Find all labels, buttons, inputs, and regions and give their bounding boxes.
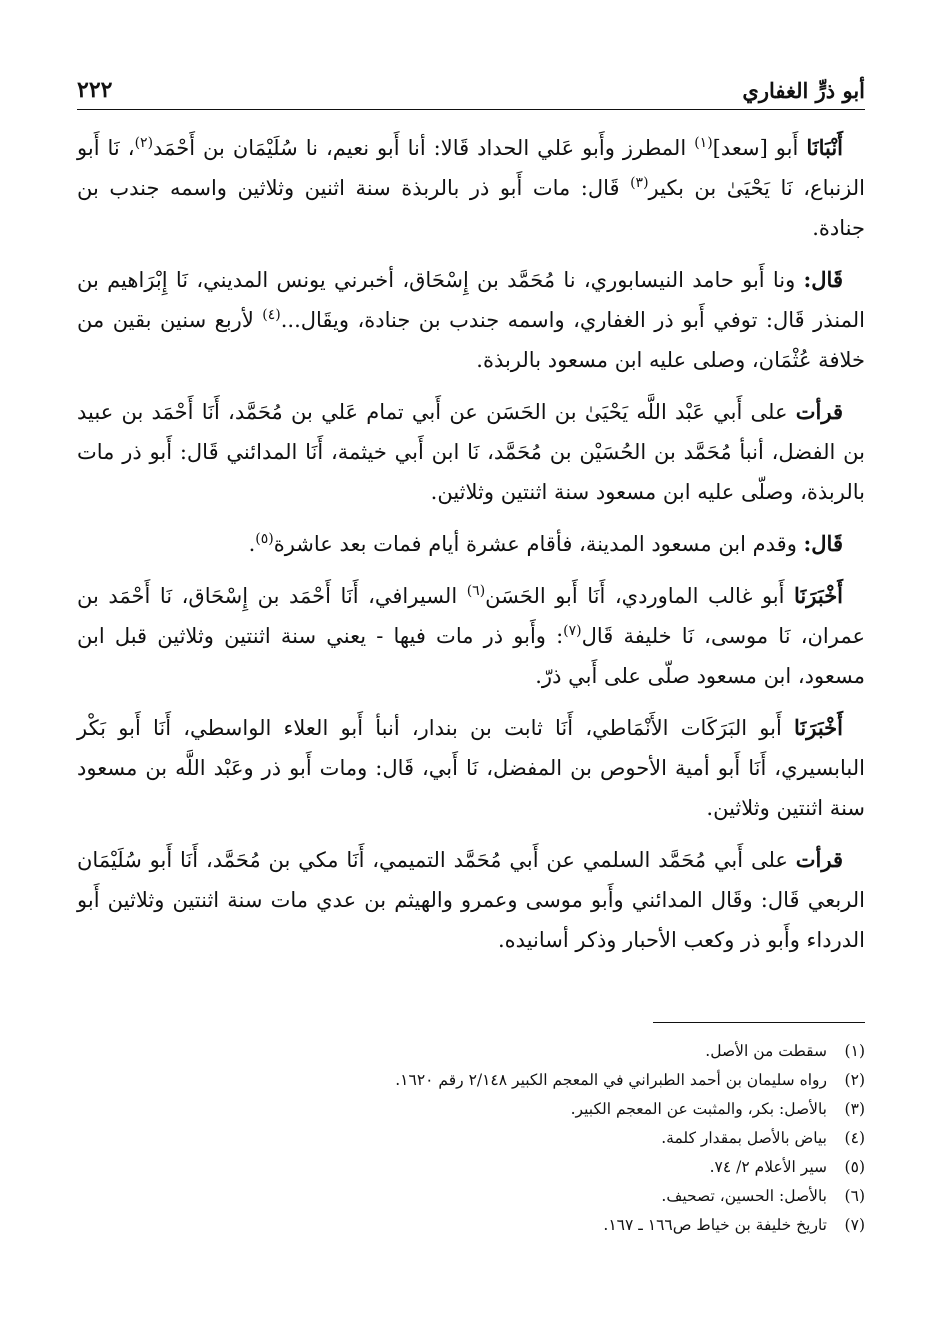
footnote-item (77, 1182, 865, 1211)
footnote-text: رواه سليمان بن أحمد الطبراني في المعجم الكبير ٢/١٤٨ رقم ١٦٢٠. (395, 1071, 827, 1089)
footnote-item (77, 1211, 865, 1240)
paragraph-lead-word: قرأت (795, 399, 843, 424)
footnote-reference: (٧) (563, 623, 582, 639)
paragraph-lead-word: قَال: (803, 531, 843, 556)
footnotes-list (77, 1037, 865, 1240)
footnote-reference: (٤) (262, 307, 281, 323)
paragraph-text: أَبو البَرَكَات الأَنْمَاطي، أَنَا ثابت بن بندار، أنبأ أَبو العلاء الواسطي، أَنَا أَبو بَكْر البابسيري، أَنَا أَبو أمية الأحوص بن المفضل، نَا أَبي، قَال: ومات أَبو ذر وعَبْد اللَّه بن مسعود سنة اثنتين وثلاثين. (77, 716, 865, 820)
paragraph-text: المطرز وأَبو عَلي الحداد قَالا: أنا أَبو نعيم، نا سُلَيْمَان بن أَحْمَد (153, 136, 695, 160)
running-header (77, 70, 865, 110)
footnote-number: (٢) (844, 1071, 865, 1089)
paragraph (77, 708, 865, 828)
paragraph-lead-word: أَخْبَرَنَا (794, 583, 844, 608)
paragraph-text: على أَبي عَبْد اللَّه يَحْيَىٰ بن الحَسَن عن أَبي تمام عَلي بن مُحَمَّد، أَنَا أَحْمَد بن عبيد بن الفضل، أنبأ مُحَمَّد بن الحُسَيْن بن مُحَمَّد، نَا ابن أَبي خيثمة، أَنَا المدائني قَال: أَبو ذر مات بالربذة، وصلّى عليه ابن مسعود سنة اثنتين وثلاثين. (77, 400, 865, 504)
footnote-item (77, 1066, 865, 1095)
main-text (77, 128, 865, 972)
paragraph-text: أَبو [سعد] (712, 136, 807, 160)
footnote-number: (٤) (844, 1129, 865, 1147)
paragraph-text: ، نَا أَبو الزنباع، نَا يَحْيَىٰ بن بكير (77, 136, 865, 200)
footnote-item (77, 1037, 865, 1066)
footnote-text: بياض بالأصل بمقدار كلمة. (661, 1129, 827, 1147)
paragraph-lead-word: أَنْبَانَا (806, 135, 844, 160)
footnote-number: (١) (844, 1042, 865, 1060)
paragraph-lead-word: قَال: (803, 267, 843, 292)
footnote-item (77, 1124, 865, 1153)
footnote-item (77, 1153, 865, 1182)
paragraph-text: السيرافي، أَنَا أَحْمَد بن إِسْحَاق، نَا أَحْمَد بن عمران، نَا موسى، نَا خليفة قَال (77, 584, 865, 648)
paragraph-text: ونا أَبو حامد النيسابوري، نا مُحَمَّد بن إِسْحَاق، أخبرني يونس المديني، نَا إِبْرَاهيم بن المنذر قَال: توفي أَبو ذر الغفاري، واسمه جندب بن جنادة، ويقَال... (77, 268, 866, 332)
paragraph (77, 576, 865, 696)
footnote-text: تاريخ خليفة بن خياط ص١٦٦ ـ ١٦٧. (603, 1216, 827, 1234)
footnote-item (77, 1095, 865, 1124)
paragraph-lead-word: قرأت (795, 847, 843, 872)
paragraph-text: أَبو غالب الماوردي، أَنَا أَبو الحَسَن (485, 584, 795, 608)
paragraph-text: : وأَبو ذر مات فيها - يعني سنة اثنتين وثلاثين قبل ابن مسعود، ابن مسعود صلّى على أَبي ذرّ. (77, 624, 865, 688)
paragraph (77, 840, 865, 960)
footnote-number: (٣) (844, 1100, 865, 1118)
page-number: ٢٢٢ (77, 77, 113, 103)
paragraph-text: على أَبي مُحَمَّد السلمي عن أَبي مُحَمَّد التميمي، أَنَا مكي بن مُحَمَّد، أَنَا أَبو سُلَيْمَان الربعي قَال: وقَال المدائني وأَبو موسى وعمرو والهيثم بن عدي مات سنة اثنتين وثلاثين أَبو الدرداء وأَبو ذر وكعب الأحبار وذكر أسانيده. (77, 848, 865, 952)
footnote-number: (٥) (844, 1158, 865, 1176)
footnote-text: سير الأعلام ٢/ ٧٤. (709, 1158, 827, 1176)
footnote-separator (653, 1022, 865, 1023)
running-title: أبو ذرٍّ الغفاري (742, 78, 865, 103)
footnote-reference: (٢) (134, 135, 154, 151)
footnote-reference: (٦) (466, 583, 486, 599)
footnote-text: بالأصل: بكر، والمثبت عن المعجم الكبير. (570, 1100, 827, 1118)
paragraph (77, 524, 865, 564)
paragraph-text: . (248, 532, 256, 556)
footnote-reference: (١) (694, 135, 713, 151)
footnote-number: (٧) (844, 1216, 865, 1234)
footnote-text: بالأصل: الحسين، تصحيف. (661, 1187, 827, 1205)
paragraph (77, 260, 865, 380)
footnote-number: (٦) (844, 1187, 865, 1205)
paragraph-text: وقدم ابن مسعود المدينة، فأقام عشرة أيام فمات بعد عاشرة (273, 532, 804, 556)
paragraph-text: قَال: مات أَبو ذر بالربذة سنة اثنين وثلاثين واسمه جندب بن جنادة. (77, 176, 865, 240)
paragraph-lead-word: أَخْبَرَنَا (794, 715, 843, 740)
footnote-text: سقطت من الأصل. (705, 1042, 827, 1060)
footnote-reference: (٣) (630, 175, 649, 191)
paragraph (77, 128, 865, 248)
footnote-reference: (٥) (255, 531, 274, 547)
paragraph-text: لأربع سنين بقين من خلافة عُثْمَان، وصلى عليه ابن مسعود بالربذة. (77, 308, 865, 372)
paragraph (77, 392, 865, 512)
